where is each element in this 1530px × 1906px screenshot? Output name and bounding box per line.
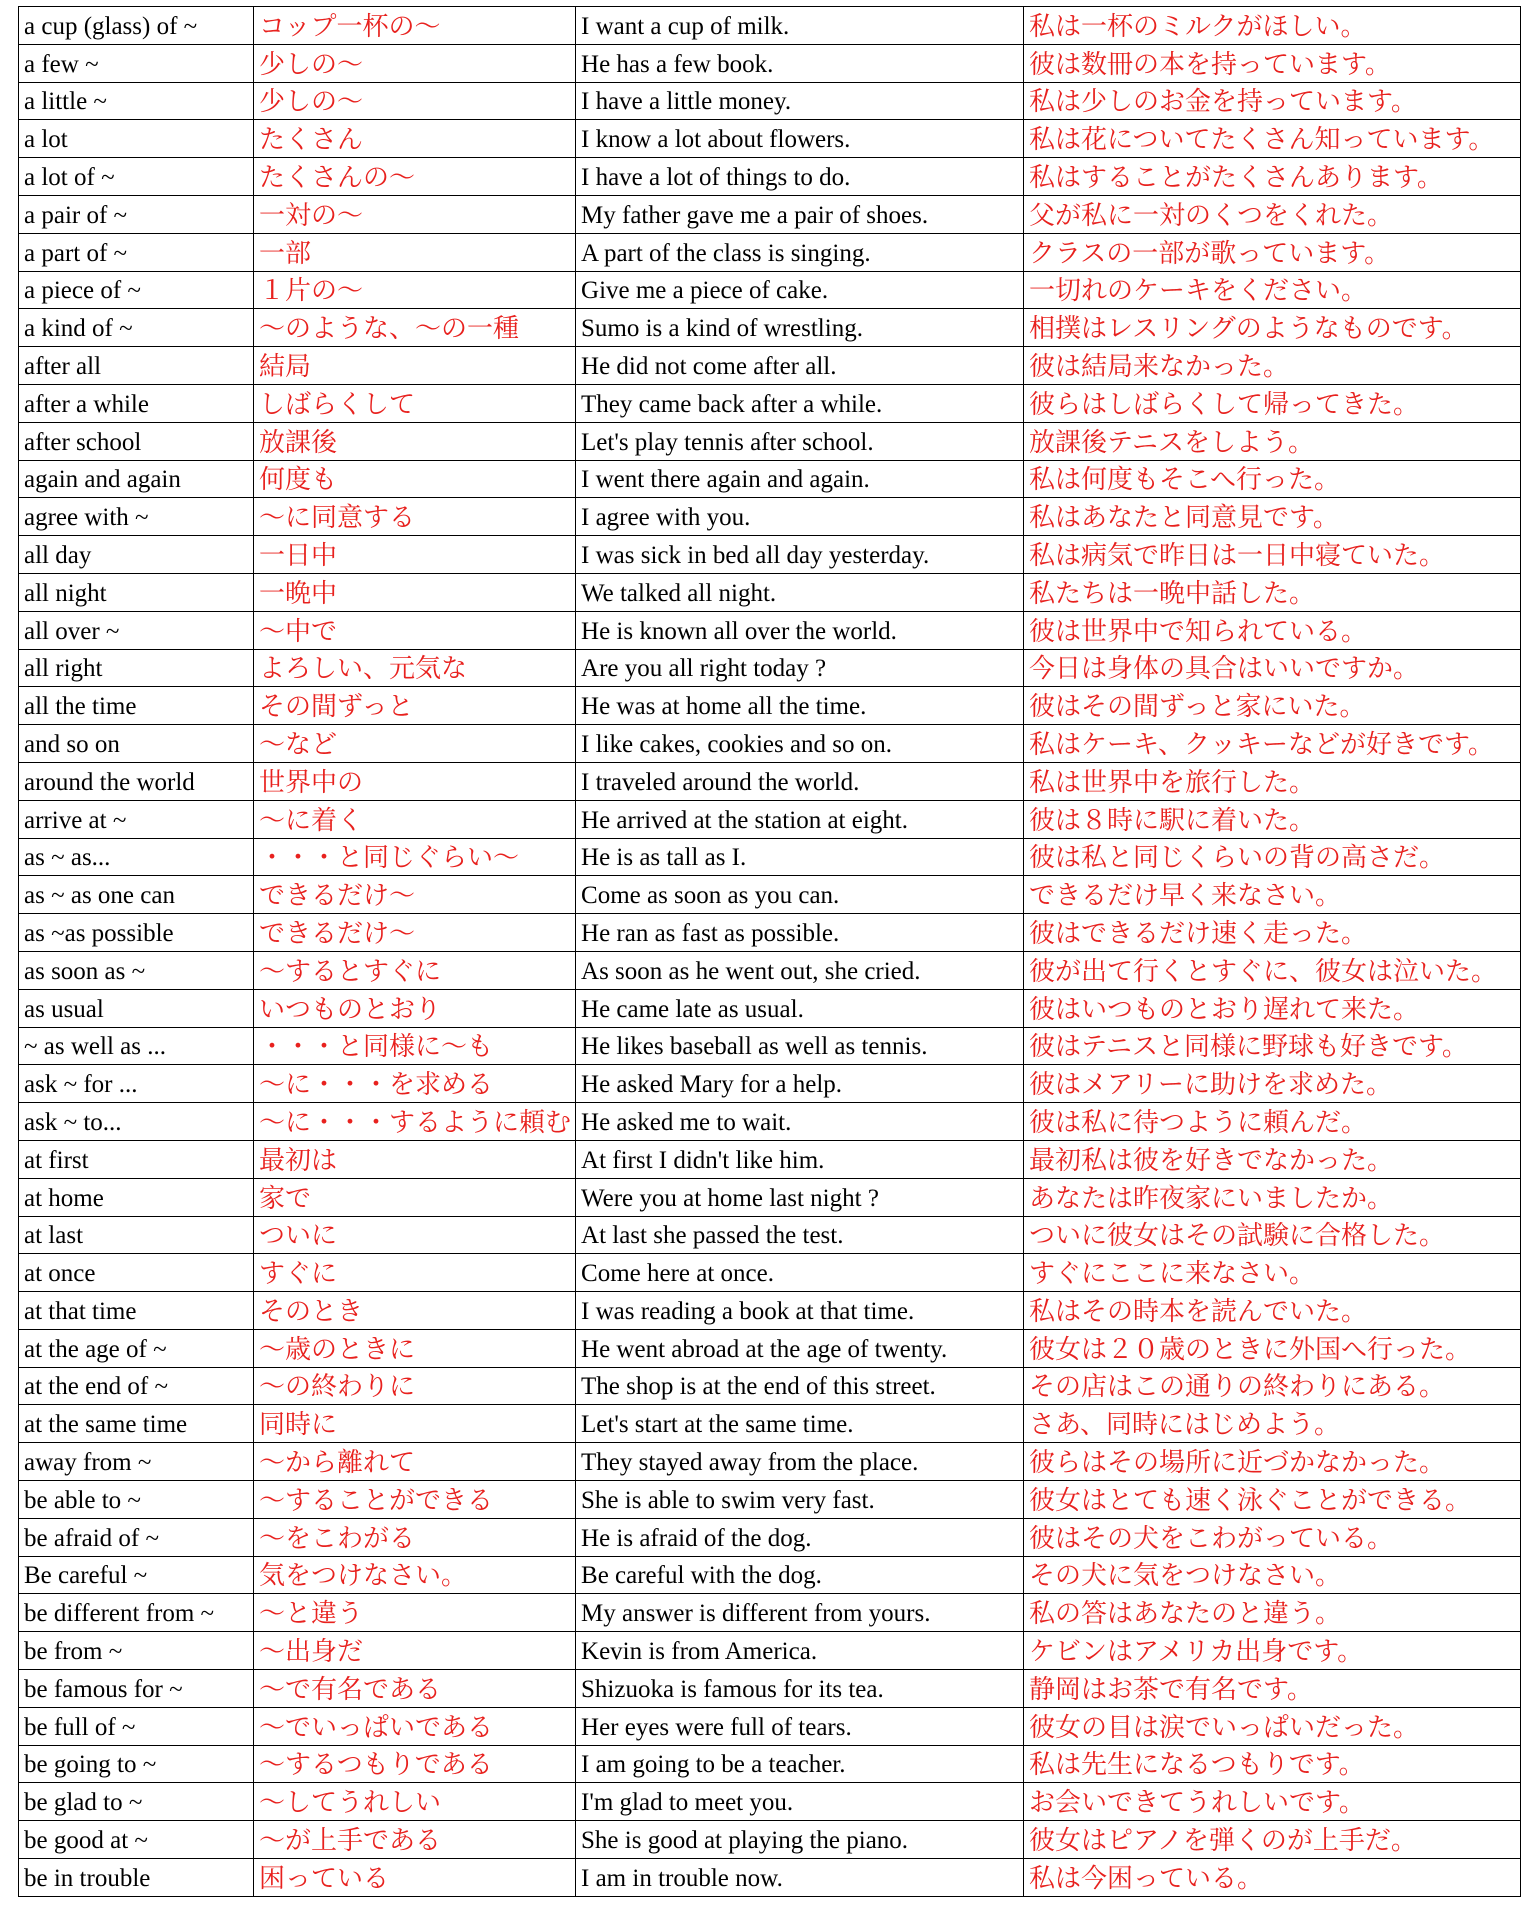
- idiom-phrase: after all: [19, 347, 254, 385]
- idiom-meaning: 一対の～: [254, 195, 576, 233]
- idiom-meaning: よろしい、元気な: [254, 649, 576, 687]
- idiom-phrase: be good at ~: [19, 1821, 254, 1859]
- idiom-meaning: 最初は: [254, 1140, 576, 1178]
- example-sentence: He likes baseball as well as tennis.: [576, 1027, 1024, 1065]
- idiom-phrase: be famous for ~: [19, 1670, 254, 1708]
- example-sentence: I want a cup of milk.: [576, 7, 1024, 45]
- example-translation: 私は今困っている。: [1024, 1859, 1521, 1897]
- example-translation: 彼は私に待つように頼んだ。: [1024, 1103, 1521, 1141]
- idiom-phrase: at last: [19, 1216, 254, 1254]
- idiom-phrase: all night: [19, 573, 254, 611]
- table-row: [19, 649, 1521, 687]
- idiom-phrase: all over ~: [19, 611, 254, 649]
- example-sentence: Give me a piece of cake.: [576, 271, 1024, 309]
- example-sentence: A part of the class is singing.: [576, 233, 1024, 271]
- idiom-table: [18, 6, 1521, 1897]
- idiom-meaning: 同時に: [254, 1405, 576, 1443]
- example-translation: 相撲はレスリングのようなものです。: [1024, 309, 1521, 347]
- idiom-meaning: 困っている: [254, 1859, 576, 1897]
- table-row: [19, 44, 1521, 82]
- idiom-phrase: at the end of ~: [19, 1367, 254, 1405]
- table-row: [19, 1292, 1521, 1330]
- example-sentence: I am going to be a teacher.: [576, 1745, 1024, 1783]
- idiom-phrase: at once: [19, 1254, 254, 1292]
- example-sentence: He ran as fast as possible.: [576, 914, 1024, 952]
- table-row: [19, 422, 1521, 460]
- idiom-meaning: ～に着く: [254, 800, 576, 838]
- example-translation: クラスの一部が歌っています。: [1024, 233, 1521, 271]
- table-row: [19, 1178, 1521, 1216]
- table-row: [19, 158, 1521, 196]
- example-translation: 彼はその間ずっと家にいた。: [1024, 687, 1521, 725]
- example-sentence: I know a lot about flowers.: [576, 120, 1024, 158]
- table-row: [19, 1367, 1521, 1405]
- idiom-phrase: be going to ~: [19, 1745, 254, 1783]
- example-translation: 私は世界中を旅行した。: [1024, 762, 1521, 800]
- example-translation: 彼はテニスと同様に野球も好きです。: [1024, 1027, 1521, 1065]
- example-sentence: He went abroad at the age of twenty.: [576, 1329, 1024, 1367]
- example-sentence: I went there again and again.: [576, 460, 1024, 498]
- example-sentence: I traveled around the world.: [576, 762, 1024, 800]
- example-sentence: He arrived at the station at eight.: [576, 800, 1024, 838]
- idiom-phrase: a cup (glass) of ~: [19, 7, 254, 45]
- example-sentence: The shop is at the end of this street.: [576, 1367, 1024, 1405]
- idiom-meaning: 一部: [254, 233, 576, 271]
- example-sentence: My father gave me a pair of shoes.: [576, 195, 1024, 233]
- example-sentence: They came back after a while.: [576, 384, 1024, 422]
- idiom-phrase: ask ~ to...: [19, 1103, 254, 1141]
- idiom-meaning: 家で: [254, 1178, 576, 1216]
- idiom-table-body: [19, 7, 1521, 1897]
- idiom-phrase: at the same time: [19, 1405, 254, 1443]
- idiom-phrase: as usual: [19, 989, 254, 1027]
- example-translation: その店はこの通りの終わりにある。: [1024, 1367, 1521, 1405]
- idiom-meaning: ～と違う: [254, 1594, 576, 1632]
- table-row: [19, 1254, 1521, 1292]
- example-translation: 彼女の目は涙でいっぱいだった。: [1024, 1707, 1521, 1745]
- idiom-meaning: ついに: [254, 1216, 576, 1254]
- idiom-phrase: agree with ~: [19, 498, 254, 536]
- table-row: [19, 1103, 1521, 1141]
- table-row: [19, 82, 1521, 120]
- table-row: [19, 536, 1521, 574]
- table-row: [19, 233, 1521, 271]
- idiom-meaning: １片の～: [254, 271, 576, 309]
- table-row: [19, 347, 1521, 385]
- table-row: [19, 1481, 1521, 1519]
- example-sentence: He has a few book.: [576, 44, 1024, 82]
- idiom-phrase: around the world: [19, 762, 254, 800]
- table-row: [19, 1405, 1521, 1443]
- example-sentence: She is able to swim very fast.: [576, 1481, 1024, 1519]
- idiom-meaning: ～で有名である: [254, 1670, 576, 1708]
- example-sentence: He is afraid of the dog.: [576, 1518, 1024, 1556]
- example-sentence: At first I didn't like him.: [576, 1140, 1024, 1178]
- example-translation: 彼は私と同じくらいの背の高さだ。: [1024, 838, 1521, 876]
- idiom-meaning: ～のような、～の一種: [254, 309, 576, 347]
- example-translation: 私の答はあなたのと違う。: [1024, 1594, 1521, 1632]
- idiom-meaning: ・・・と同様に～も: [254, 1027, 576, 1065]
- idiom-meaning: ～中で: [254, 611, 576, 649]
- idiom-meaning: 一日中: [254, 536, 576, 574]
- example-translation: 一切れのケーキをください。: [1024, 271, 1521, 309]
- example-sentence: Sumo is a kind of wrestling.: [576, 309, 1024, 347]
- idiom-meaning: 少しの～: [254, 44, 576, 82]
- idiom-phrase: after school: [19, 422, 254, 460]
- example-translation: 彼女はとても速く泳ぐことができる。: [1024, 1481, 1521, 1519]
- idiom-meaning: 何度も: [254, 460, 576, 498]
- idiom-meaning: その間ずっと: [254, 687, 576, 725]
- idiom-phrase: be different from ~: [19, 1594, 254, 1632]
- table-row: [19, 271, 1521, 309]
- example-translation: 彼女はピアノを弾くのが上手だ。: [1024, 1821, 1521, 1859]
- example-sentence: Are you all right today ?: [576, 649, 1024, 687]
- example-sentence: Her eyes were full of tears.: [576, 1707, 1024, 1745]
- table-row: [19, 1594, 1521, 1632]
- idiom-meaning: 少しの～: [254, 82, 576, 120]
- example-translation: 私はあなたと同意見です。: [1024, 498, 1521, 536]
- example-translation: さあ、同時にはじめよう。: [1024, 1405, 1521, 1443]
- example-translation: 私は一杯のミルクがほしい。: [1024, 7, 1521, 45]
- idiom-meaning: ～出身だ: [254, 1632, 576, 1670]
- table-row: [19, 1707, 1521, 1745]
- idiom-phrase: be full of ~: [19, 1707, 254, 1745]
- example-sentence: I agree with you.: [576, 498, 1024, 536]
- idiom-meaning: ～するとすぐに: [254, 951, 576, 989]
- idiom-phrase: again and again: [19, 460, 254, 498]
- table-row: [19, 1027, 1521, 1065]
- idiom-phrase: as ~ as...: [19, 838, 254, 876]
- example-translation: すぐにここに来なさい。: [1024, 1254, 1521, 1292]
- table-row: [19, 1518, 1521, 1556]
- idiom-phrase: be able to ~: [19, 1481, 254, 1519]
- idiom-phrase: a kind of ~: [19, 309, 254, 347]
- idiom-phrase: at the age of ~: [19, 1329, 254, 1367]
- idiom-meaning: そのとき: [254, 1292, 576, 1330]
- example-sentence: I am in trouble now.: [576, 1859, 1024, 1897]
- idiom-phrase: a pair of ~: [19, 195, 254, 233]
- idiom-meaning: ～に同意する: [254, 498, 576, 536]
- example-sentence: He is known all over the world.: [576, 611, 1024, 649]
- example-translation: 最初私は彼を好きでなかった。: [1024, 1140, 1521, 1178]
- idiom-meaning: ～に・・・するように頼む: [254, 1103, 576, 1141]
- example-translation: 彼はできるだけ速く走った。: [1024, 914, 1521, 952]
- example-translation: ケビンはアメリカ出身です。: [1024, 1632, 1521, 1670]
- example-translation: 彼女は２０歳のときに外国へ行った。: [1024, 1329, 1521, 1367]
- example-translation: 私たちは一晩中話した。: [1024, 573, 1521, 611]
- idiom-meaning: ～など: [254, 725, 576, 763]
- example-translation: 彼は世界中で知られている。: [1024, 611, 1521, 649]
- idiom-meaning: ～でいっぱいである: [254, 1707, 576, 1745]
- example-translation: 彼はその犬をこわがっている。: [1024, 1518, 1521, 1556]
- table-row: [19, 951, 1521, 989]
- idiom-meaning: ～に・・・を求める: [254, 1065, 576, 1103]
- example-sentence: I was reading a book at that time.: [576, 1292, 1024, 1330]
- table-row: [19, 800, 1521, 838]
- table-row: [19, 1065, 1521, 1103]
- example-translation: 彼はメアリーに助けを求めた。: [1024, 1065, 1521, 1103]
- example-translation: 彼は結局来なかった。: [1024, 347, 1521, 385]
- example-translation: 彼はいつものとおり遅れて来た。: [1024, 989, 1521, 1027]
- example-sentence: I have a lot of things to do.: [576, 158, 1024, 196]
- example-translation: 彼が出て行くとすぐに、彼女は泣いた。: [1024, 951, 1521, 989]
- idiom-meaning: コップ一杯の～: [254, 7, 576, 45]
- example-translation: 私は何度もそこへ行った。: [1024, 460, 1521, 498]
- example-translation: 彼らはしばらくして帰ってきた。: [1024, 384, 1521, 422]
- example-translation: 静岡はお茶で有名です。: [1024, 1670, 1521, 1708]
- idiom-phrase: as ~as possible: [19, 914, 254, 952]
- example-sentence: He asked Mary for a help.: [576, 1065, 1024, 1103]
- example-sentence: He was at home all the time.: [576, 687, 1024, 725]
- table-row: [19, 725, 1521, 763]
- idiom-phrase: at home: [19, 1178, 254, 1216]
- table-row: [19, 498, 1521, 536]
- idiom-meaning: ～歳のときに: [254, 1329, 576, 1367]
- example-sentence: Kevin is from America.: [576, 1632, 1024, 1670]
- example-sentence: Let's play tennis after school.: [576, 422, 1024, 460]
- example-translation: お会いできてうれしいです。: [1024, 1783, 1521, 1821]
- example-sentence: I was sick in bed all day yesterday.: [576, 536, 1024, 574]
- idiom-meaning: ～の終わりに: [254, 1367, 576, 1405]
- example-translation: 私は病気で昨日は一日中寝ていた。: [1024, 536, 1521, 574]
- idiom-meaning: いつものとおり: [254, 989, 576, 1027]
- table-row: [19, 1745, 1521, 1783]
- idiom-meaning: ・・・と同じぐらい～: [254, 838, 576, 876]
- idiom-phrase: be glad to ~: [19, 1783, 254, 1821]
- idiom-meaning: ～が上手である: [254, 1821, 576, 1859]
- idiom-phrase: as ~ as one can: [19, 876, 254, 914]
- example-sentence: I'm glad to meet you.: [576, 1783, 1024, 1821]
- table-row: [19, 195, 1521, 233]
- idiom-meaning: ～をこわがる: [254, 1518, 576, 1556]
- idiom-phrase: a part of ~: [19, 233, 254, 271]
- table-row: [19, 1443, 1521, 1481]
- table-row: [19, 1670, 1521, 1708]
- idiom-meaning: 世界中の: [254, 762, 576, 800]
- example-translation: 私はすることがたくさんあります。: [1024, 158, 1521, 196]
- idiom-phrase: at that time: [19, 1292, 254, 1330]
- example-sentence: I have a little money.: [576, 82, 1024, 120]
- table-row: [19, 120, 1521, 158]
- idiom-meaning: 結局: [254, 347, 576, 385]
- example-translation: 今日は身体の具合はいいですか。: [1024, 649, 1521, 687]
- idiom-meaning: 一晩中: [254, 573, 576, 611]
- idiom-phrase: all day: [19, 536, 254, 574]
- idiom-phrase: at first: [19, 1140, 254, 1178]
- example-translation: 私は花についてたくさん知っています。: [1024, 120, 1521, 158]
- idiom-meaning: ～から離れて: [254, 1443, 576, 1481]
- idiom-phrase: after a while: [19, 384, 254, 422]
- example-translation: できるだけ早く来なさい。: [1024, 876, 1521, 914]
- idiom-meaning: しばらくして: [254, 384, 576, 422]
- example-translation: 私は先生になるつもりです。: [1024, 1745, 1521, 1783]
- idiom-meaning: できるだけ～: [254, 876, 576, 914]
- example-sentence: He asked me to wait.: [576, 1103, 1024, 1141]
- example-sentence: She is good at playing the piano.: [576, 1821, 1024, 1859]
- table-row: [19, 914, 1521, 952]
- table-row: [19, 687, 1521, 725]
- example-sentence: Let's start at the same time.: [576, 1405, 1024, 1443]
- example-sentence: At last she passed the test.: [576, 1216, 1024, 1254]
- table-row: [19, 1556, 1521, 1594]
- example-sentence: He came late as usual.: [576, 989, 1024, 1027]
- example-translation: 彼は数冊の本を持っています。: [1024, 44, 1521, 82]
- example-sentence: I like cakes, cookies and so on.: [576, 725, 1024, 763]
- example-sentence: Were you at home last night ?: [576, 1178, 1024, 1216]
- example-translation: 放課後テニスをしよう。: [1024, 422, 1521, 460]
- table-row: [19, 1859, 1521, 1897]
- idiom-meaning: 気をつけなさい。: [254, 1556, 576, 1594]
- idiom-phrase: arrive at ~: [19, 800, 254, 838]
- idiom-meaning: できるだけ～: [254, 914, 576, 952]
- example-translation: ついに彼女はその試験に合格した。: [1024, 1216, 1521, 1254]
- table-row: [19, 838, 1521, 876]
- idiom-phrase: be afraid of ~: [19, 1518, 254, 1556]
- idiom-phrase: and so on: [19, 725, 254, 763]
- example-translation: 彼は８時に駅に着いた。: [1024, 800, 1521, 838]
- idiom-phrase: Be careful ~: [19, 1556, 254, 1594]
- table-row: [19, 1783, 1521, 1821]
- idiom-meaning: たくさんの～: [254, 158, 576, 196]
- example-sentence: Shizuoka is famous for its tea.: [576, 1670, 1024, 1708]
- example-sentence: We talked all night.: [576, 573, 1024, 611]
- idiom-phrase: all right: [19, 649, 254, 687]
- example-sentence: He did not come after all.: [576, 347, 1024, 385]
- example-sentence: As soon as he went out, she cried.: [576, 951, 1024, 989]
- idiom-phrase: as soon as ~: [19, 951, 254, 989]
- example-translation: 私は少しのお金を持っています。: [1024, 82, 1521, 120]
- table-row: [19, 1632, 1521, 1670]
- table-row: [19, 309, 1521, 347]
- example-sentence: They stayed away from the place.: [576, 1443, 1024, 1481]
- idiom-meaning: すぐに: [254, 1254, 576, 1292]
- table-row: [19, 1329, 1521, 1367]
- idiom-meaning: ～することができる: [254, 1481, 576, 1519]
- idiom-meaning: ～してうれしい: [254, 1783, 576, 1821]
- table-row: [19, 460, 1521, 498]
- idiom-phrase: away from ~: [19, 1443, 254, 1481]
- idiom-meaning: ～するつもりである: [254, 1745, 576, 1783]
- example-sentence: Come here at once.: [576, 1254, 1024, 1292]
- idiom-meaning: たくさん: [254, 120, 576, 158]
- idiom-phrase: ~ as well as ...: [19, 1027, 254, 1065]
- table-row: [19, 7, 1521, 45]
- idiom-phrase: a little ~: [19, 82, 254, 120]
- idiom-phrase: a lot: [19, 120, 254, 158]
- example-translation: 彼らはその場所に近づかなかった。: [1024, 1443, 1521, 1481]
- example-translation: 私はその時本を読んでいた。: [1024, 1292, 1521, 1330]
- table-row: [19, 1821, 1521, 1859]
- idiom-meaning: 放課後: [254, 422, 576, 460]
- table-row: [19, 762, 1521, 800]
- idiom-phrase: be from ~: [19, 1632, 254, 1670]
- example-translation: その犬に気をつけなさい。: [1024, 1556, 1521, 1594]
- table-row: [19, 384, 1521, 422]
- idiom-phrase: be in trouble: [19, 1859, 254, 1897]
- table-row: [19, 876, 1521, 914]
- example-translation: 私はケーキ、クッキーなどが好きです。: [1024, 725, 1521, 763]
- table-row: [19, 1140, 1521, 1178]
- idiom-phrase: a lot of ~: [19, 158, 254, 196]
- example-sentence: He is as tall as I.: [576, 838, 1024, 876]
- example-sentence: Come as soon as you can.: [576, 876, 1024, 914]
- table-row: [19, 611, 1521, 649]
- idiom-phrase: a piece of ~: [19, 271, 254, 309]
- example-translation: あなたは昨夜家にいましたか。: [1024, 1178, 1521, 1216]
- example-translation: 父が私に一対のくつをくれた。: [1024, 195, 1521, 233]
- table-row: [19, 573, 1521, 611]
- example-sentence: My answer is different from yours.: [576, 1594, 1024, 1632]
- idiom-phrase: a few ~: [19, 44, 254, 82]
- table-row: [19, 989, 1521, 1027]
- idiom-phrase: ask ~ for ...: [19, 1065, 254, 1103]
- example-sentence: Be careful with the dog.: [576, 1556, 1024, 1594]
- idiom-phrase: all the time: [19, 687, 254, 725]
- table-row: [19, 1216, 1521, 1254]
